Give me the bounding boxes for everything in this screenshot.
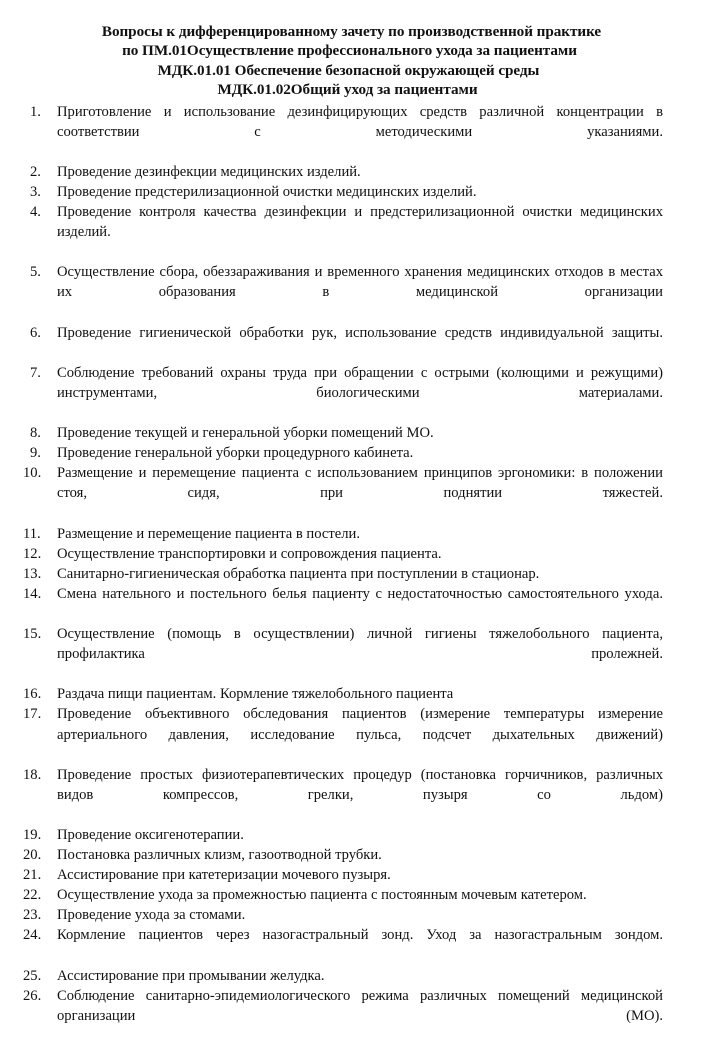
question-text: Проведение текущей и генеральной уборки помещений МО. — [57, 425, 434, 442]
question-text: Проведение контроля качества дезинфекции и предстерилизационной очистки медицинских изделий. — [57, 204, 663, 241]
question-number: 12. — [23, 545, 42, 562]
question-list — [23, 102, 663, 1046]
question-text: Ассистирование при катетеризации мочевого пузыря. — [57, 867, 391, 884]
question-item — [23, 845, 663, 865]
question-number: 23. — [23, 907, 42, 924]
question-item — [30, 363, 663, 423]
question-item — [23, 966, 663, 986]
question-text: Проведение генеральной уборки процедурного кабинета. — [57, 445, 414, 462]
question-text: Осуществление сбора, обеззараживания и временного хранения медицинских отходов в местах их образования в медицинской организации — [57, 264, 663, 301]
question-text: Приготовление и использование дезинфицирующих средств различной концентрации в соответствии с методическими указаниями. — [57, 103, 663, 140]
question-number: 20. — [23, 847, 42, 864]
question-text: Осуществление (помощь в осуществлении) личной гигиены тяжелобольного пациента, профилактика пролежней. — [57, 626, 663, 663]
question-item — [30, 102, 663, 162]
question-item — [23, 925, 663, 965]
question-text: Смена нательного и постельного белья пациенту с недостаточностью самостоятельного ухода. — [57, 585, 663, 602]
question-item — [23, 544, 663, 564]
question-text: Проведение оксигенотерапии. — [57, 827, 244, 843]
question-text: Кормление пациентов через назогастральный зонд. Уход за назогастральным зондом. — [57, 927, 663, 944]
question-item — [30, 202, 663, 262]
question-item — [30, 323, 663, 363]
question-text: Проведение гигиенической обработки рук, использование средств индивидуальной защиты. — [57, 324, 663, 341]
question-number: 15. — [23, 626, 42, 643]
question-item — [30, 182, 663, 202]
question-text: Размещение и перемещение пациента в постели. — [57, 525, 360, 542]
question-number: 10. — [23, 465, 42, 482]
question-item — [23, 865, 663, 885]
question-number: 13. — [23, 565, 42, 582]
question-item — [30, 423, 663, 443]
question-text: Соблюдение санитарно-эпидемиологического режима различных помещений медицинской организации (МО). — [57, 987, 663, 1024]
question-number: 3. — [30, 184, 41, 200]
question-text: Осуществление транспортировки и сопровождения пациента. — [57, 545, 442, 562]
question-item — [23, 986, 663, 1046]
title-line-4: МДК.01.02Общий уход за пациентами — [217, 81, 478, 99]
question-item — [23, 704, 663, 764]
title-line-1: Вопросы к дифференцированному зачету по производственной практике — [101, 23, 602, 40]
question-text: Проведение ухода за стомами. — [57, 907, 246, 924]
question-text: Проведение предстерилизационной очистки медицинских изделий. — [57, 184, 477, 200]
question-number: 8. — [30, 425, 41, 442]
title-line-2: по ПМ.01Осуществление профессионального ухода за пациентами — [122, 42, 577, 60]
question-item — [23, 885, 663, 905]
question-number: 16. — [23, 686, 42, 703]
question-text: Проведение объективного обследования пациентов (измерение температуры измерение артериального давления, исследование пульса, подсчет дыхательных движений) — [57, 706, 663, 743]
title-line-3: МДК.01.01 Обеспечение безопасной окружающей среды — [157, 61, 540, 79]
question-number: 5. — [30, 264, 41, 281]
question-item — [23, 825, 663, 845]
question-item — [23, 463, 663, 523]
question-number: 22. — [23, 887, 42, 904]
question-number: 18. — [23, 766, 42, 783]
question-number: 7. — [30, 364, 41, 381]
question-number: 25. — [23, 967, 42, 984]
question-text: Проведение простых физиотерапевтических процедур (постановка горчичников, различных видов компрессов, грелки, пузыря со льдом) — [57, 766, 663, 803]
question-item — [23, 624, 663, 684]
question-number: 1. — [30, 103, 41, 120]
question-text: Осуществление ухода за промежностью пациента с постоянным мочевым катетером. — [57, 887, 587, 904]
question-number: 17. — [23, 706, 42, 723]
question-item — [23, 524, 663, 544]
question-number: 9. — [30, 445, 41, 462]
question-item — [30, 443, 663, 463]
question-item — [23, 765, 663, 825]
question-text: Размещение и перемещение пациента с использованием принципов эргономики: в положении стоя, сидя, при поднятии тяжестей. — [57, 465, 663, 502]
question-number: 6. — [30, 324, 41, 341]
question-text: Проведение дезинфекции медицинских изделий. — [57, 163, 361, 180]
question-item — [30, 162, 663, 182]
question-number: 21. — [23, 867, 42, 884]
question-text: Ассистирование при промывании желудка. — [57, 967, 325, 984]
question-number: 24. — [23, 927, 42, 944]
question-text: Постановка различных клизм, газоотводной трубки. — [57, 847, 382, 864]
document-title-block — [30, 22, 663, 100]
question-number: 2. — [30, 163, 41, 180]
question-number: 26. — [23, 987, 42, 1004]
question-item — [23, 905, 663, 925]
question-number: 4. — [30, 204, 41, 221]
question-text: Соблюдение требований охраны труда при обращении с острыми (колющими и режущими) инструментами, биологическими материалами. — [57, 364, 663, 401]
question-text: Санитарно-гигиеническая обработка пациента при поступлении в стационар. — [57, 565, 540, 582]
question-text: Раздача пищи пациентам. Кормление тяжелобольного пациента — [57, 686, 454, 703]
question-number: 19. — [23, 827, 42, 843]
question-item — [30, 262, 663, 322]
question-item — [23, 684, 663, 704]
question-number: 14. — [23, 585, 42, 602]
question-item — [23, 564, 663, 584]
question-item — [23, 584, 663, 624]
question-number: 11. — [23, 525, 41, 542]
